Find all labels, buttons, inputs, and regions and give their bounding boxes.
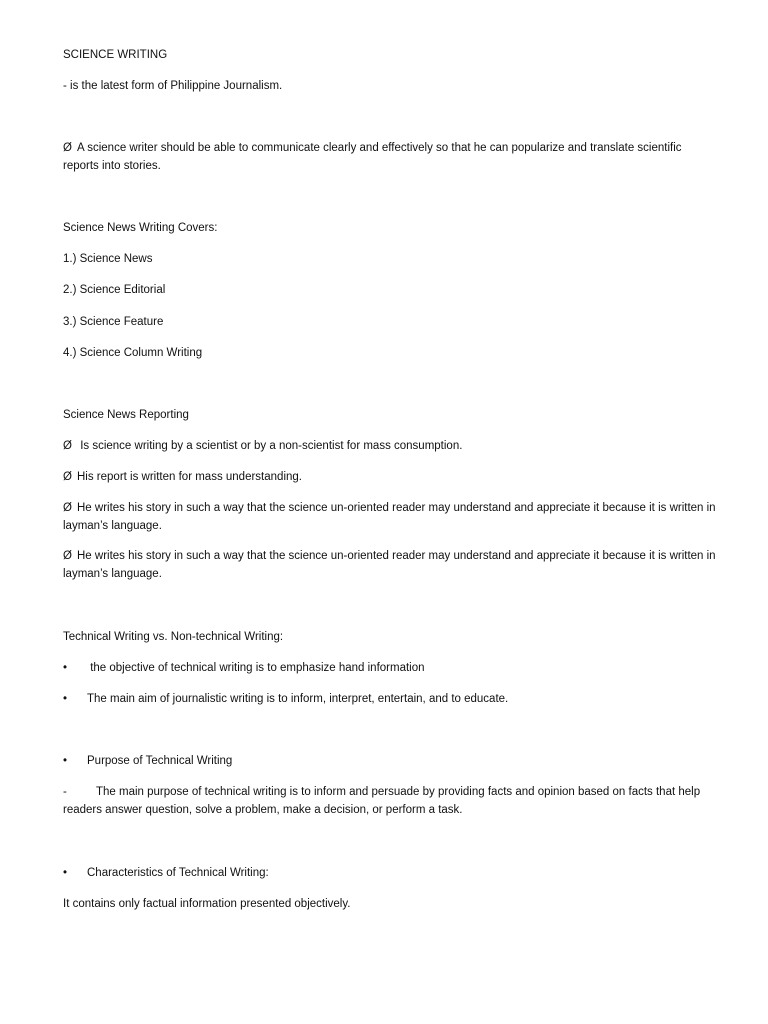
reporting-point [63,499,718,535]
covers-item-text: 1.) Science News [63,253,153,265]
bullet-icon: • [63,867,68,879]
reporting-point-text: Is science writing by a scientist or by a non-scientist for mass consumption. [77,440,463,452]
covers-heading-text: Science News Writing Covers: [63,222,218,234]
covers-item [63,313,718,331]
reporting-point-text: He writes his story in such a way that the science un-oriented reader may understand and appreciate it because it is written in layman’s language. [63,550,716,580]
purpose-heading [63,752,718,770]
tech-heading-text: Technical Writing vs. Non-technical Writing: [63,631,284,643]
tech-point-text: the objective of technical writing is to emphasize hand information [87,662,425,674]
title-text: SCIENCE WRITING [63,49,168,61]
bullet-icon: • [63,693,68,705]
arrow-bullet-icon: Ø [63,550,72,562]
intro-text: - is the latest form of Philippine Journalism. [63,80,283,92]
characteristics-heading-text: Characteristics of Technical Writing: [87,867,269,879]
covers-item [63,344,718,362]
reporting-point [63,437,718,455]
reporting-point [63,547,718,583]
covers-heading [63,219,718,237]
covers-item-text: 2.) Science Editorial [63,284,166,296]
reporting-point-text: He writes his story in such a way that the science un-oriented reader may understand and appreciate it because it is written in layman’s language. [63,502,716,532]
reporting-heading-text: Science News Reporting [63,409,189,421]
reporting-heading [63,406,718,424]
writer-note-text: A science writer should be able to communicate clearly and effectively so that he can popularize and translate scientific reports into stories. [63,142,682,172]
characteristics-paragraph [63,895,718,913]
bullet-icon: • [63,662,68,674]
tech-heading [63,628,718,646]
arrow-bullet-icon: Ø [63,440,72,452]
dash-marker: - [63,786,67,798]
tech-point-text: The main aim of journalistic writing is to inform, interpret, entertain, and to educate. [87,693,509,705]
purpose-paragraph [63,783,718,819]
characteristics-text: It contains only factual information presented objectively. [63,898,351,910]
bullet-icon: • [63,755,68,767]
covers-item-text: 4.) Science Column Writing [63,347,203,359]
covers-item-text: 3.) Science Feature [63,316,164,328]
characteristics-heading [63,864,718,882]
arrow-bullet-icon: Ø [63,471,72,483]
arrow-bullet-icon: Ø [63,142,72,154]
covers-item [63,281,718,299]
reporting-point [63,468,718,486]
intro-line [63,77,718,95]
purpose-text: The main purpose of technical writing is to inform and persuade by providing facts and opinion based on facts that help readers answer question, solve a problem, make a decision, or perform a task. [63,786,701,816]
covers-item [63,250,718,268]
arrow-bullet-icon: Ø [63,502,72,514]
tech-point [63,690,718,708]
writer-note [63,139,718,175]
document-title [63,46,718,64]
tech-point [63,659,718,677]
purpose-heading-text: Purpose of Technical Writing [87,755,233,767]
reporting-point-text: His report is written for mass understanding. [77,471,302,483]
